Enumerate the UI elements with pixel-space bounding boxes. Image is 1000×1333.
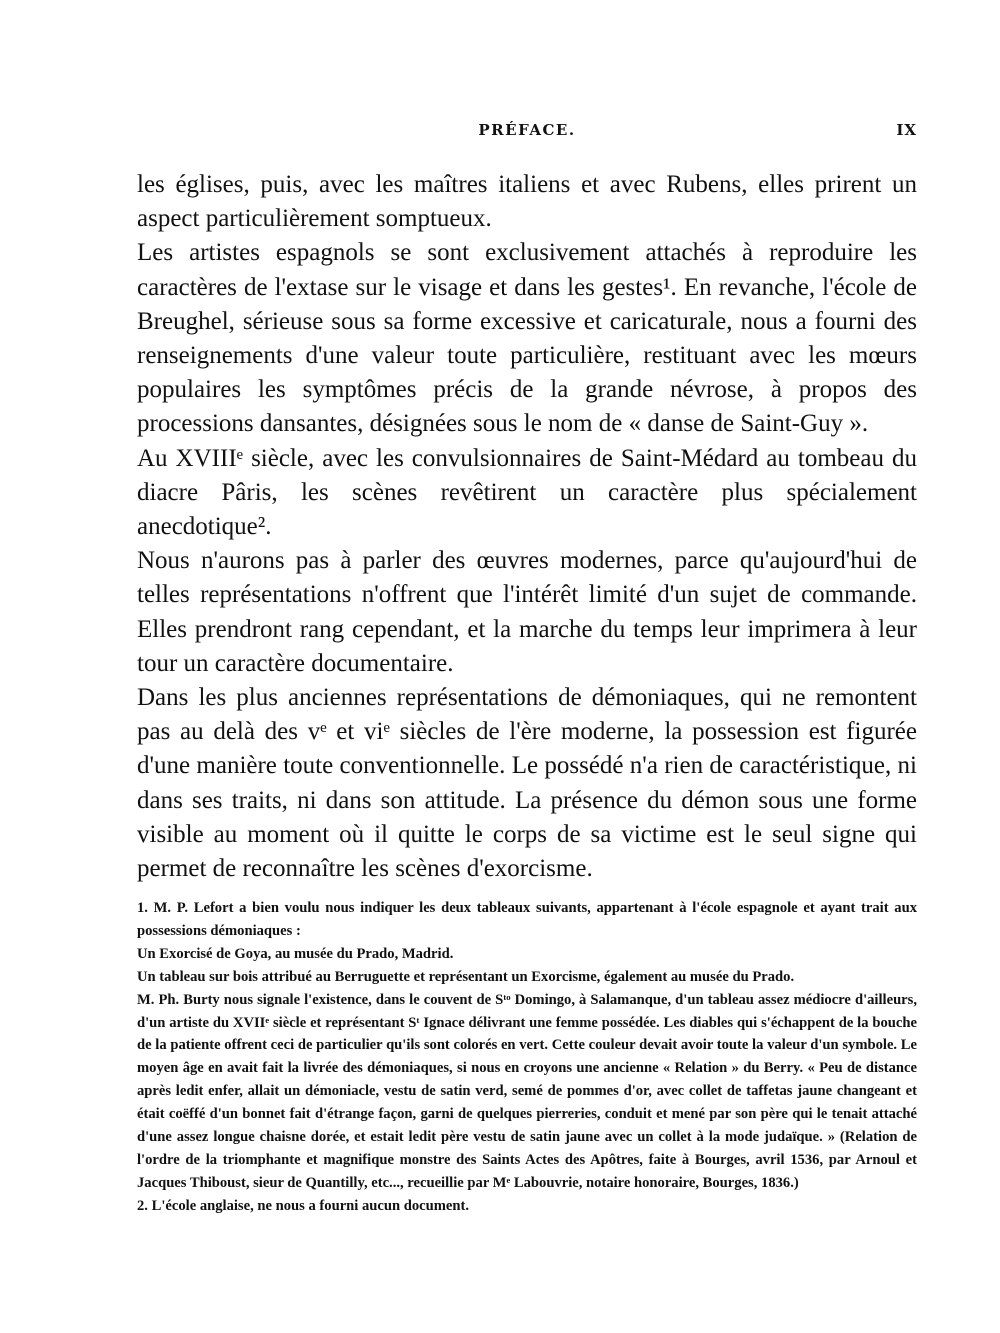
paragraph-3: Au XVIIIᵉ siècle, avec les convulsionnaires de Saint-Médard au tombeau du diacre Pâris, les scènes revêtirent un caractère plus spécialement anecdotique². bbox=[137, 444, 917, 541]
footnote-1-berruguette: Un tableau sur bois attribué au Berruguette et représentant un Exorcisme, également au musée du Prado. bbox=[137, 968, 795, 985]
paragraph-4: Nous n'aurons pas à parler des œuvres modernes, parce qu'aujourd'hui de telles représentations n'offrent que l'intérêt limité d'un sujet de commande. Elles prendront rang cependant, et la marche du temps leur imprimera à leur tour un caractère documentaire. bbox=[137, 547, 917, 677]
paragraph-5: Dans les plus anciennes représentations de démoniaques, qui ne remontent pas au delà des vᵉ et viᵉ siècles de l'ère moderne, la possession est figurée d'une manière toute conventionnelle. Le possédé n'a rien de caractéristique, ni dans ses traits, ni dans son attitude. La présence du démon sous une forme visible au moment où il quitte le corps de sa victime est le seul signe qui permet de reconnaître les scènes d'exorcisme. bbox=[137, 684, 917, 883]
footnote-1-burty: M. Ph. Burty nous signale l'existence, dans le couvent de Sᵗᵒ Domingo, à Salamanque, d'un tableau assez médiocre d'ailleurs, d'un artiste du XVIIᵉ siècle et représentant Sᵗ Ignace délivrant une femme possédée. Les diables qui s'échappent de la bouche de la patiente offrent ceci de particulier qu'ils sont colorés en vert. Cette couleur devait avoir toute la valeur d'un symbole. Le moyen âge en avait fait la livrée des démoniaques, si nous en croyons une ancienne « Relation » du Berry. « Peu de distance après ledit enfer, allait un démoniacle, vestu de satin verd, semé de pommes d'or, avec collet de taffetas jaune changeant et était coëffé d'un bonnet fait d'étrange façon, garni de quelques pierreries, conduit et mené par son père qui le tenait attaché d'une assez longue chaisne dorée, et estait ledit père vestu de satin jaune avec un collet à la mode judaïque. » (Relation de l'ordre de la triomphante et magnifique monstre des Saints Actes des Apôtres, faite à Bourges, avril 1536, par Arnoul et Jacques Thiboust, sieur de Quantilly, etc..., recueillie par Mᵉ Labouvrie, notaire honoraire, Bourges, 1836.) bbox=[137, 991, 917, 1191]
body-text bbox=[137, 168, 917, 886]
running-title: PRÉFACE. bbox=[478, 121, 576, 139]
footnotes bbox=[137, 897, 917, 1218]
footnote-1: 1. M. P. Lefort a bien voulu nous indiquer les deux tableaux suivants, appartenant à l'école espagnole et ayant trait aux possessions démoniaques : bbox=[137, 900, 917, 939]
running-head bbox=[137, 121, 917, 145]
footnote-2: 2. L'école anglaise, ne nous a fourni aucun document. bbox=[137, 1197, 470, 1214]
footnote-1-goya: Un Exorcisé de Goya, au musée du Prado, Madrid. bbox=[137, 945, 454, 962]
page-number: IX bbox=[896, 121, 917, 139]
paragraph-1: les églises, puis, avec les maîtres italiens et avec Rubens, elles prirent un aspect particulièrement somptueux. bbox=[137, 171, 917, 233]
paragraph-2: Les artistes espagnols se sont exclusivement attachés à reproduire les caractères de l'extase sur le visage et dans les gestes¹. En revanche, l'école de Breughel, sérieuse sous sa forme excessive et caricaturale, nous a fourni des renseignements d'une valeur toute particulière, restituant avec les mœurs populaires les symptômes précis de la grande névrose, à propos des processions dansantes, désignées sous le nom de « danse de Saint-Guy ». bbox=[137, 239, 917, 438]
